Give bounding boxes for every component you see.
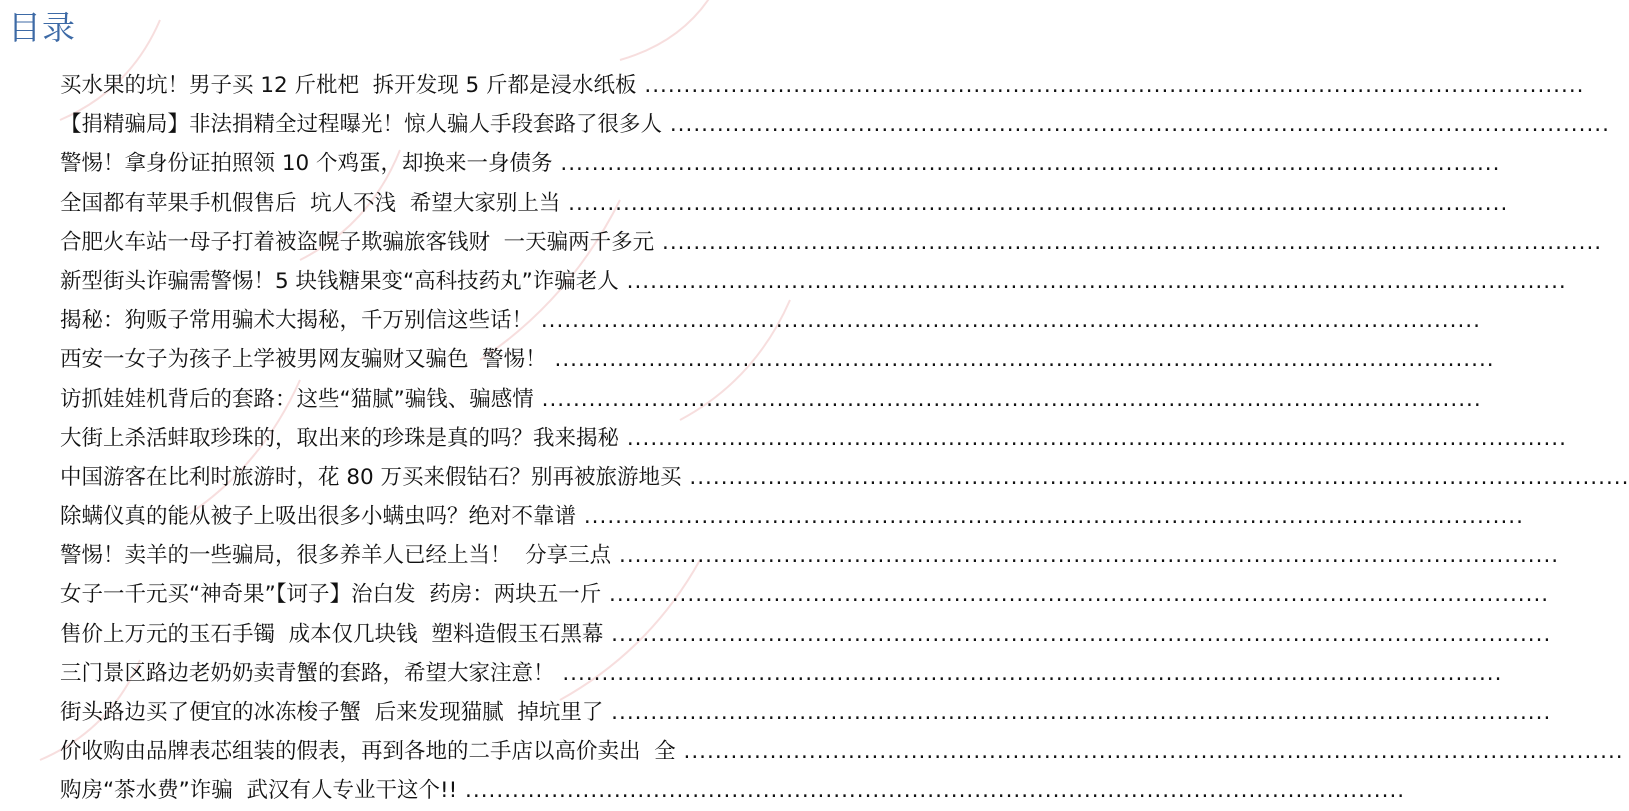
toc-leader-dots: ........................................................................................................................ <box>552 151 1501 177</box>
toc-entry[interactable] <box>60 458 1629 497</box>
toc-entry-text: 警惕！卖羊的一些骗局，很多养羊人已经上当！ 分享三点 <box>60 543 612 569</box>
toc-entry[interactable] <box>60 66 1585 105</box>
toc-leader-dots: ........................................................................................................................ <box>619 425 1567 451</box>
toc-entry-text: 合肥火车站一母子打着被盗幌子欺骗旅客钱财 一天骗两千多元 <box>60 229 655 255</box>
toc-entry[interactable] <box>60 262 1567 301</box>
toc-entry-text: 警惕！拿身份证拍照领 10 个鸡蛋，却换来一身债务 <box>60 151 553 177</box>
toc-entry[interactable] <box>60 223 1603 262</box>
toc-entry[interactable] <box>60 497 1524 536</box>
toc-leader-dots: ........................................................................................................................ <box>554 660 1503 686</box>
toc-leader-dots: ........................................................................................................................ <box>546 347 1495 373</box>
toc-entry-text: 全国都有苹果手机假售后 坑人不浅 希望大家别上当 <box>60 190 561 216</box>
toc-entry-text: 中国游客在比利时旅游时，花 80 万买来假钻石？别再被旅游地买 <box>60 464 682 490</box>
toc-leader-dots: ........................................................................................................................ <box>675 739 1624 765</box>
toc-entry-text: 购房“茶水费”诈骗 武汉有人专业干这个!! <box>60 778 458 804</box>
toc-leader-dots: ........................................................................................................................ <box>681 464 1629 490</box>
toc-title: 目录 <box>8 8 76 47</box>
toc-leader-dots: ........................................................................................................................ <box>601 582 1550 608</box>
toc-entry-text: 揭秘：狗贩子常用骗术大揭秘，千万别信这些话！ <box>60 308 534 334</box>
toc-leader-dots: ........................................................................................................................ <box>662 112 1610 138</box>
toc-entry[interactable] <box>60 732 1624 771</box>
watermark-stroke <box>620 0 720 60</box>
toc-list <box>60 66 1629 811</box>
toc-entry[interactable] <box>60 184 1509 223</box>
toc-entry[interactable] <box>60 693 1552 732</box>
toc-entry-text: 街头路边买了便宜的冰冻梭子蟹 后来发现猫腻 掉坑里了 <box>60 700 604 725</box>
toc-entry-text: 新型街头诈骗需警惕！5 块钱糖果变“高科技药丸”诈骗老人 <box>60 268 619 294</box>
toc-entry[interactable] <box>60 615 1552 654</box>
toc-entry[interactable] <box>60 340 1495 379</box>
toc-entry[interactable] <box>60 301 1481 340</box>
toc-entry-text: 售价上万元的玉石手镯 成本仅几块钱 塑料造假玉石黑幕 <box>60 621 604 647</box>
toc-leader-dots: ........................................................................................................................ <box>533 386 1482 412</box>
toc-leader-dots: ........................................................................................................................ <box>618 268 1567 294</box>
toc-entry[interactable] <box>60 771 1406 810</box>
toc-entry-text: 访抓娃娃机背后的套路：这些“猫腻”骗钱、骗感情 <box>60 386 534 412</box>
toc-leader-dots: ........................................................................................................................ <box>611 543 1560 569</box>
toc-leader-dots: ........................................................................................................................ <box>603 700 1552 725</box>
toc-leader-dots: ........................................................................................................................ <box>533 308 1481 334</box>
toc-entry-text: 【捐精骗局】非法捐精全过程曝光！惊人骗人手段套路了很多人 <box>60 112 663 138</box>
toc-leader-dots: ........................................................................................................................ <box>654 229 1603 255</box>
toc-entry-text: 女子一千元买“神奇果”【诃子】治白发 药房：两块五一斤 <box>60 582 602 608</box>
toc-leader-dots: ........................................................................................................................ <box>560 190 1509 216</box>
toc-entry[interactable] <box>60 575 1550 614</box>
toc-entry[interactable] <box>60 144 1501 183</box>
toc-entry[interactable] <box>60 380 1482 419</box>
toc-entry-text: 大街上杀活蚌取珍珠的，取出来的珍珠是真的吗？我来揭秘 <box>60 425 620 451</box>
toc-leader-dots: ........................................................................................................................ <box>457 778 1406 804</box>
toc-leader-dots: ........................................................................................................................ <box>603 621 1552 647</box>
toc-entry-text: 价收购由品牌表芯组装的假表，再到各地的二手店以高价卖出 全 <box>60 739 676 765</box>
toc-entry-text: 三门景区路边老奶奶卖青蟹的套路，希望大家注意！ <box>60 660 555 686</box>
toc-entry-text: 西安一女子为孩子上学被男网友骗财又骗色 警惕！ <box>60 347 547 373</box>
toc-entry[interactable] <box>60 536 1560 575</box>
toc-entry[interactable] <box>60 654 1503 693</box>
toc-entry-text: 除螨仪真的能从被子上吸出很多小螨虫吗？绝对不靠谱 <box>60 504 577 530</box>
toc-leader-dots: ........................................................................................................................ <box>636 73 1585 98</box>
toc-leader-dots: ........................................................................................................................ <box>576 504 1524 530</box>
toc-entry[interactable] <box>60 105 1610 144</box>
toc-entry-text: 买水果的坑！男子买 12 斤枇杷 拆开发现 5 斤都是浸水纸板 <box>60 73 637 98</box>
toc-entry[interactable] <box>60 419 1567 458</box>
